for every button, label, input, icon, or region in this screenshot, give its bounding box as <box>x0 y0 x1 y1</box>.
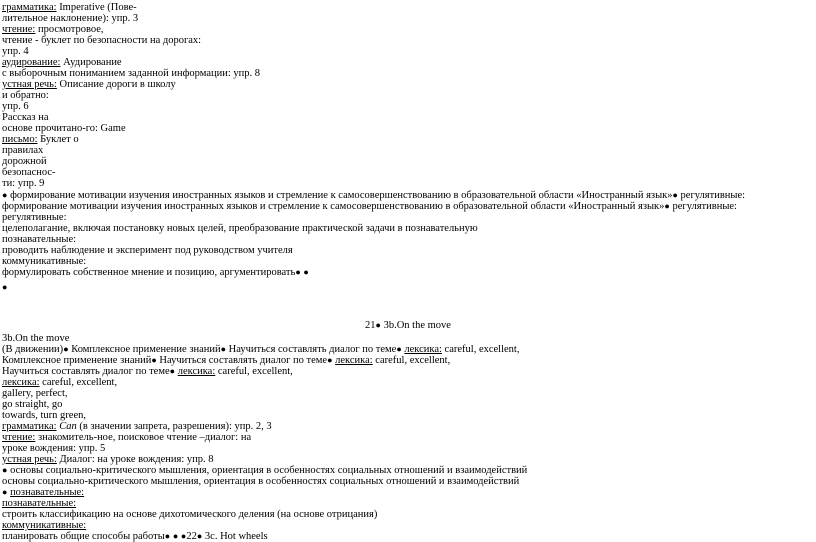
bullet-icon: ● <box>664 201 670 211</box>
vocab-line-1 <box>2 377 117 388</box>
speaking2-line <box>2 454 214 465</box>
vocab-line-2: gallery, perfect, <box>2 388 68 399</box>
listening-line-1 <box>2 57 122 68</box>
complex-text: Комплексное применение знаний <box>68 344 221 355</box>
bullet-icon: ● <box>196 531 203 541</box>
lesson-heading: 3b.On the move <box>380 320 451 331</box>
cognitive-text: проводить наблюдение и эксперимент под руководством учителя <box>2 245 293 256</box>
bullet-icon: ● <box>375 320 381 330</box>
lesson-subtitle-line <box>2 344 519 355</box>
communicative-line <box>2 267 309 278</box>
cognitive2-label-2: познавательные: <box>2 498 77 509</box>
bullet-icon: ● <box>63 344 69 354</box>
complex-line <box>2 355 450 366</box>
motivation-line-2 <box>2 201 737 212</box>
plan-text: планировать общие способы работы <box>2 531 165 542</box>
speaking-label: устная речь: <box>2 79 57 90</box>
reading-text: просмотровое, <box>35 24 104 35</box>
vocab-label: лексика: <box>2 377 40 388</box>
reading2-text: знакомитель-ное, поисковое чтение –диалог: на <box>35 432 252 443</box>
page-number-22: 22 <box>186 531 197 542</box>
writing-line-2: правилах <box>2 145 44 156</box>
grammar-text: Imperative (Пове- <box>56 2 137 13</box>
reading2-line-2: уроке вождения: упр. 5 <box>2 443 106 454</box>
speaking2-label: устная речь: <box>2 454 57 465</box>
complex-text-2: Комплексное применение знаний <box>2 355 152 366</box>
writing-label: письмо: <box>2 134 38 145</box>
bullet-icon: ● <box>295 267 301 277</box>
writing-line-3: дорожной <box>2 156 47 167</box>
lesson-title: 3b.On the move <box>2 333 70 344</box>
lesson-3c-heading: 3c. Hot wheels <box>202 531 268 542</box>
communicative2-line <box>2 520 86 531</box>
classify-line: строить классификацию на основе дихотомического деления (на основе отрицания) <box>2 509 378 520</box>
critical-line-1 <box>2 465 527 476</box>
communicative-label: коммуникативные: <box>2 256 87 267</box>
speaking-text: Описание дороги в школу <box>56 79 176 90</box>
grammar2-line <box>2 421 272 432</box>
bullet-icon: ● <box>396 344 402 354</box>
bullet-icon: ● <box>164 531 171 541</box>
bullet-icon: ● <box>180 531 187 541</box>
lesson-subtitle: (В движении) <box>2 344 64 355</box>
bullet-icon: ● <box>303 267 309 277</box>
regulative-inline: регулятивные: <box>677 190 746 201</box>
grammar2-label: грамматика: <box>2 421 57 432</box>
grammar-label: грамматика: <box>2 2 57 13</box>
cognitive-label: познавательные: <box>2 234 77 245</box>
communicative2-label: коммуникативные: <box>2 520 87 531</box>
listening-label: аудирование: <box>2 57 61 68</box>
speaking-line-4: Рассказ на <box>2 112 49 123</box>
critical-text-1: основы социально-критического мышления, ориентация в особенностях социальных отношений и взаимодействий <box>7 465 528 476</box>
bullet-icon: ● <box>327 355 333 365</box>
vocab-label: лексика: <box>404 344 442 355</box>
speaking-line-2: и обратно: <box>2 90 49 101</box>
reading2-label: чтение: <box>2 432 36 443</box>
bullet-icon: ● <box>151 355 157 365</box>
bullet-icon: ● <box>2 487 8 497</box>
reading-line-1 <box>2 24 104 35</box>
reading-line-2: чтение - буклет по безопасности на дорогах: <box>2 35 202 46</box>
cognitive2-line-1 <box>2 487 84 498</box>
motivation-line <box>2 190 745 201</box>
bullet-icon: ● <box>2 282 8 292</box>
writing-text: Буклет о <box>37 134 79 145</box>
motivation-text: формирование мотивации изучения иностранных языков и стремление к самосовершенствованию в образовательной области «Иностранный язык» <box>7 190 673 201</box>
speaking-line-1 <box>2 79 176 90</box>
bullet-icon: ● <box>672 190 678 200</box>
grammar-line-2: лительное наклонение): упр. 3 <box>2 13 139 24</box>
speaking-line-3: упр. 6 <box>2 101 29 112</box>
learn-line <box>2 366 293 377</box>
communicative-text: формулировать собственное мнение и позицию, аргументировать <box>2 267 296 278</box>
vocab-line-4: towards, turn green, <box>2 410 86 421</box>
writing-line-5: ти: упр. 9 <box>2 178 45 189</box>
motivation-text-2: формирование мотивации изучения иностранных языков и стремление к самосовершенствованию в образовательной области «Иностранный язык» <box>2 201 665 212</box>
cognitive2-line-2 <box>2 498 76 509</box>
vocab-text-1: careful, excellent, <box>39 377 118 388</box>
bullet-icon: ● <box>172 531 179 541</box>
bullet-icon: ● <box>2 465 8 475</box>
plan-line <box>2 531 268 542</box>
bullet-icon: ● <box>220 344 227 354</box>
critical-line-2: основы социально-критического мышления, ориентация в особенностях социальных отношений и взаимодействий <box>2 476 520 487</box>
vocab-inline: careful, excellent, <box>441 344 520 355</box>
regulative-text: целеполагание, включая постановку новых целей, преобразование практической задачи в познавательную <box>2 223 478 234</box>
regulative-inline-2: регулятивные: <box>669 201 737 212</box>
vocab-label: лексика: <box>335 355 373 366</box>
vocab-line-3: go straight, go <box>2 399 63 410</box>
listening-line-2: с выборочным пониманием заданной информации: упр. 8 <box>2 68 261 79</box>
bullet-icon: ● <box>2 190 8 200</box>
reading-line-3: упр. 4 <box>2 46 29 57</box>
grammar2-text: (в значении запрета, разрешения): упр. 2, 3 <box>76 421 272 432</box>
grammar2-can: Can <box>59 421 77 432</box>
reading-label: чтение: <box>2 24 36 35</box>
page-marker-21 <box>0 320 816 331</box>
writing-line-4: безопаснос- <box>2 167 56 178</box>
cognitive2-label: познавательные: <box>10 487 85 498</box>
learn-text-2: Научиться составлять диалог по теме <box>159 355 328 366</box>
listening-text: Аудирование <box>60 57 122 68</box>
learn-text-3: Научиться составлять диалог по теме <box>2 366 170 377</box>
vocab-inline-3: careful, excellent, <box>215 366 293 377</box>
lone-bullet <box>2 282 7 293</box>
page-number: 21 <box>365 320 376 331</box>
reading2-line-1 <box>2 432 251 443</box>
grammar-line-1 <box>2 2 137 13</box>
vocab-label: лексика: <box>177 366 216 377</box>
speaking-line-5: основе прочитано-го: Game <box>2 123 126 134</box>
vocab-inline-2: careful, excellent, <box>372 355 451 366</box>
bullet-icon: ● <box>169 366 176 376</box>
regulative-label: регулятивные: <box>2 212 67 223</box>
speaking2-text: Диалог: на уроке вождения: упр. 8 <box>56 454 214 465</box>
writing-line-1 <box>2 134 79 145</box>
learn-text: Научиться составлять диалог по теме <box>226 344 397 355</box>
